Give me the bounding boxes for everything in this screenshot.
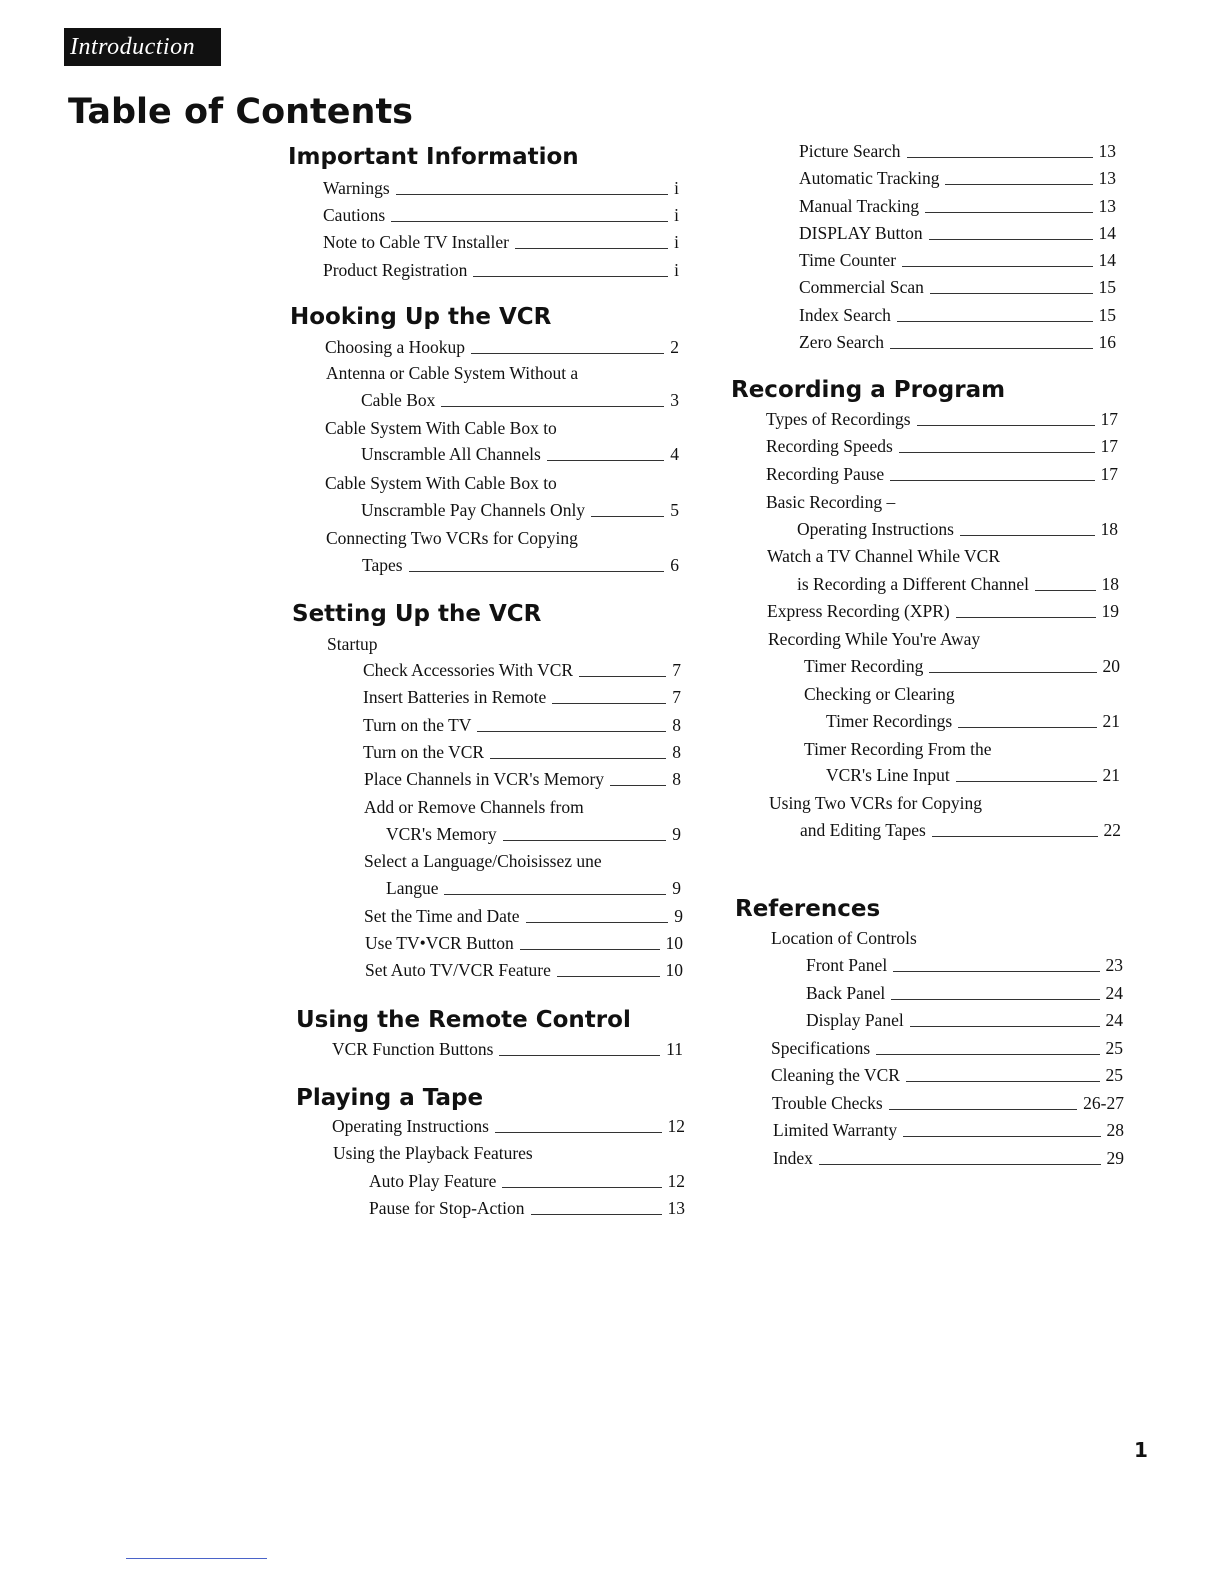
toc-entry[interactable] [806,1008,1123,1032]
toc-entry[interactable] [386,876,681,900]
entry-title: Auto Play Feature [369,1171,497,1191]
heading-important-information: Important Information [288,144,579,170]
entry-page: 11 [666,1039,683,1059]
toc-label: Recording While You're Away [768,629,981,649]
entry-title: Set the Time and Date [364,906,520,926]
entry-title: Index [773,1148,813,1168]
toc-label: Basic Recording – [766,492,896,512]
entry-page: i [674,260,679,280]
entry-title: Place Channels in VCR's Memory [364,769,605,789]
dot-leader [547,460,664,461]
entry-title: Operating Instructions [797,519,954,539]
toc-entry[interactable] [826,709,1120,733]
dot-leader [960,535,1095,536]
entry-title: Types of Recordings [766,409,911,429]
dot-leader [902,266,1092,267]
toc-entry[interactable] [799,194,1116,218]
entry-page: 9 [672,878,681,898]
entry-page: 13 [1098,168,1116,188]
dot-leader [471,353,664,354]
entry-page: i [674,205,679,225]
toc-entry[interactable] [361,498,679,522]
dot-leader [903,1136,1100,1137]
entry-title: Turn on the VCR [363,742,485,762]
toc-entry[interactable] [799,221,1116,245]
toc-entry[interactable] [804,654,1120,678]
dot-leader [473,276,668,277]
entry-page: 29 [1106,1148,1124,1168]
entry-page: 10 [665,960,683,980]
heading-playing-tape: Playing a Tape [296,1085,484,1111]
entry-title: Warnings [323,178,390,198]
toc-entry[interactable] [797,517,1118,541]
toc-label: Startup [327,634,378,654]
entry-title: Pause for Stop-Action [369,1198,525,1218]
entry-page: 19 [1101,601,1119,621]
toc-entry[interactable] [364,767,681,791]
entry-title: Use TV•VCR Button [365,933,514,953]
entry-title: Express Recording (XPR) [767,601,950,621]
toc-label: Add or Remove Channels from [364,797,584,817]
entry-page: 25 [1105,1038,1123,1058]
toc-entry[interactable] [325,335,679,359]
entry-page: 21 [1102,765,1120,785]
dot-leader [396,194,668,195]
dot-leader [503,840,667,841]
entry-page: 21 [1102,711,1120,731]
toc-entry[interactable] [363,685,681,709]
toc-entry[interactable] [771,1036,1123,1060]
dot-leader [891,999,1099,1000]
dot-leader [945,184,1092,185]
entry-title: Insert Batteries in Remote [363,687,547,707]
dot-leader [956,781,1097,782]
entry-title: Tapes [362,555,403,575]
toc-entry[interactable] [365,958,683,982]
entry-page: 8 [672,769,681,789]
entry-title: Specifications [771,1038,871,1058]
entry-page: 17 [1100,436,1118,456]
entry-page: 25 [1105,1065,1123,1085]
entry-title: Cautions [323,205,386,225]
entry-page: 14 [1098,250,1116,270]
entry-page: 6 [670,555,679,575]
toc-entry[interactable] [826,763,1120,787]
toc-label: Timer Recording From the [804,739,992,759]
toc-label: Using the Playback Features [333,1143,533,1163]
toc-entry[interactable] [332,1114,685,1138]
toc-entry[interactable] [800,818,1121,842]
entry-title: Limited Warranty [773,1120,898,1140]
entry-title: Recording Pause [766,464,885,484]
toc-entry[interactable] [797,572,1119,596]
dot-leader [490,758,666,759]
entry-title: Cleaning the VCR [771,1065,900,1085]
toc-label: Cable System With Cable Box to [325,473,557,493]
toc-entry[interactable] [369,1196,685,1220]
entry-title: Timer Recordings [826,711,953,731]
entry-page: 26-27 [1083,1093,1124,1113]
toc-entry[interactable] [363,713,681,737]
entry-title: Recording Speeds [766,436,893,456]
entry-title: Operating Instructions [332,1116,489,1136]
toc-entry[interactable] [323,258,679,282]
toc-entry[interactable] [799,275,1116,299]
toc-label: Watch a TV Channel While VCR [767,546,1001,566]
entry-page: 8 [672,715,681,735]
entry-title: is Recording a Different Channel [797,574,1029,594]
entry-page: 4 [670,444,679,464]
entry-title: Check Accessories With VCR [363,660,574,680]
dot-leader [929,239,1093,240]
dot-leader [502,1187,661,1188]
toc-label: Checking or Clearing [804,684,955,704]
toc-entry[interactable] [767,599,1119,623]
dot-leader [910,1026,1100,1027]
entry-title: and Editing Tapes [800,820,926,840]
entry-title: Turn on the TV [363,715,472,735]
entry-page: 16 [1098,332,1116,352]
toc-entry[interactable] [363,658,681,682]
dot-leader [956,617,1096,618]
entry-title: Picture Search [799,141,901,161]
dot-leader [907,157,1093,158]
heading-references: References [735,896,881,922]
entry-page: 7 [672,687,681,707]
entry-title: Index Search [799,305,891,325]
entry-title: Langue [386,878,439,898]
toc-entry[interactable] [773,1146,1124,1170]
entry-page: 18 [1101,574,1119,594]
dot-leader [890,480,1094,481]
dot-leader [520,949,660,950]
dot-leader [610,785,666,786]
entry-page: 17 [1100,464,1118,484]
toc-entry[interactable] [361,442,679,466]
toc-entry[interactable] [799,248,1116,272]
toc-entry[interactable] [766,407,1118,431]
entry-page: 15 [1098,305,1116,325]
entry-title: Zero Search [799,332,885,352]
dot-leader [579,676,666,677]
heading-recording-program: Recording a Program [731,377,1006,403]
entry-title: DISPLAY Button [799,223,923,243]
toc-label: Select a Language/Choisissez une [364,851,602,871]
dot-leader [591,516,664,517]
section-label: Introduction [64,28,221,66]
toc-entry[interactable] [806,953,1123,977]
entry-title: VCR's Memory [386,824,497,844]
entry-title: Manual Tracking [799,196,920,216]
dot-leader [441,406,664,407]
dot-leader [890,348,1092,349]
dot-leader [893,971,1099,972]
entry-page: 10 [665,933,683,953]
dot-leader [958,727,1096,728]
heading-remote-control: Using the Remote Control [296,1007,631,1033]
toc-entry[interactable] [364,904,683,928]
toc-entry[interactable] [386,822,681,846]
dot-leader [1035,590,1096,591]
entry-title: Cable Box [361,390,436,410]
footer-rule [126,1558,267,1559]
dot-leader [495,1132,662,1133]
dot-leader [444,894,666,895]
toc-entry[interactable] [363,740,681,764]
entry-title: Choosing a Hookup [325,337,465,357]
toc-entry[interactable] [766,434,1118,458]
toc-entry[interactable] [799,139,1116,163]
entry-page: 7 [672,660,681,680]
dot-leader [917,425,1095,426]
entry-page: 23 [1105,955,1123,975]
toc-entry[interactable] [369,1169,685,1193]
toc-entry[interactable] [806,981,1123,1005]
dot-leader [499,1055,660,1056]
entry-page: 14 [1098,223,1116,243]
toc-entry[interactable] [799,330,1116,354]
heading-setting-up: Setting Up the VCR [292,601,542,627]
dot-leader [876,1054,1099,1055]
entry-title: VCR's Line Input [826,765,950,785]
entry-title: Trouble Checks [772,1093,883,1113]
toc-label: Location of Controls [771,928,917,948]
entry-page: 18 [1100,519,1118,539]
dot-leader [899,452,1095,453]
dot-leader [552,703,666,704]
toc-entry[interactable] [323,203,679,227]
toc-entry[interactable] [799,303,1116,327]
entry-page: 3 [670,390,679,410]
dot-leader [526,922,669,923]
entry-page: 13 [1098,196,1116,216]
entry-page: 12 [667,1116,685,1136]
toc-entry[interactable] [365,931,683,955]
dot-leader [531,1214,662,1215]
entry-title: Note to Cable TV Installer [323,232,509,252]
entry-title: Set Auto TV/VCR Feature [365,960,551,980]
dot-leader [930,293,1093,294]
entry-page: 9 [674,906,683,926]
dot-leader [906,1081,1100,1082]
dot-leader [819,1164,1101,1165]
entry-page: 13 [1098,141,1116,161]
toc-entry[interactable] [772,1091,1124,1115]
toc-entry[interactable] [332,1037,683,1061]
dot-leader [929,672,1096,673]
entry-title: Display Panel [806,1010,904,1030]
page-number: 1 [1134,1438,1148,1462]
entry-title: Commercial Scan [799,277,924,297]
entry-title: Back Panel [806,983,886,1003]
toc-entry[interactable] [361,388,679,412]
entry-page: i [674,178,679,198]
entry-page: 17 [1100,409,1118,429]
toc-label: Cable System With Cable Box to [325,418,557,438]
toc-entry[interactable] [362,553,679,577]
entry-page: 24 [1105,1010,1123,1030]
toc-label: Connecting Two VCRs for Copying [326,528,578,548]
dot-leader [409,571,665,572]
entry-page: 13 [667,1198,685,1218]
toc-entry[interactable] [771,1063,1123,1087]
heading-hooking-up: Hooking Up the VCR [290,304,552,330]
entry-title: Timer Recording [804,656,924,676]
toc-entry[interactable] [323,230,679,254]
entry-title: Automatic Tracking [799,168,940,188]
entry-title: Unscramble Pay Channels Only [361,500,586,520]
dot-leader [897,321,1093,322]
entry-page: 5 [670,500,679,520]
entry-page: i [674,232,679,252]
toc-label: Using Two VCRs for Copying [769,793,983,813]
toc-entry[interactable] [773,1118,1124,1142]
dot-leader [932,836,1098,837]
dot-leader [925,212,1092,213]
entry-page: 24 [1105,983,1123,1003]
entry-page: 22 [1103,820,1121,840]
toc-entry[interactable] [766,462,1118,486]
dot-leader [557,976,660,977]
page-title: Table of Contents [68,92,414,132]
entry-title: Front Panel [806,955,888,975]
entry-page: 9 [672,824,681,844]
dot-leader [391,221,668,222]
entry-title: Product Registration [323,260,468,280]
entry-page: 28 [1106,1120,1124,1140]
entry-page: 8 [672,742,681,762]
entry-page: 2 [670,337,679,357]
entry-page: 15 [1098,277,1116,297]
entry-page: 20 [1102,656,1120,676]
toc-entry[interactable] [323,176,679,200]
entry-page: 12 [667,1171,685,1191]
toc-label: Antenna or Cable System Without a [326,363,579,383]
dot-leader [515,248,668,249]
toc-entry[interactable] [799,166,1116,190]
entry-title: VCR Function Buttons [332,1039,494,1059]
entry-title: Unscramble All Channels [361,444,541,464]
dot-leader [889,1109,1077,1110]
dot-leader [477,731,666,732]
entry-title: Time Counter [799,250,897,270]
